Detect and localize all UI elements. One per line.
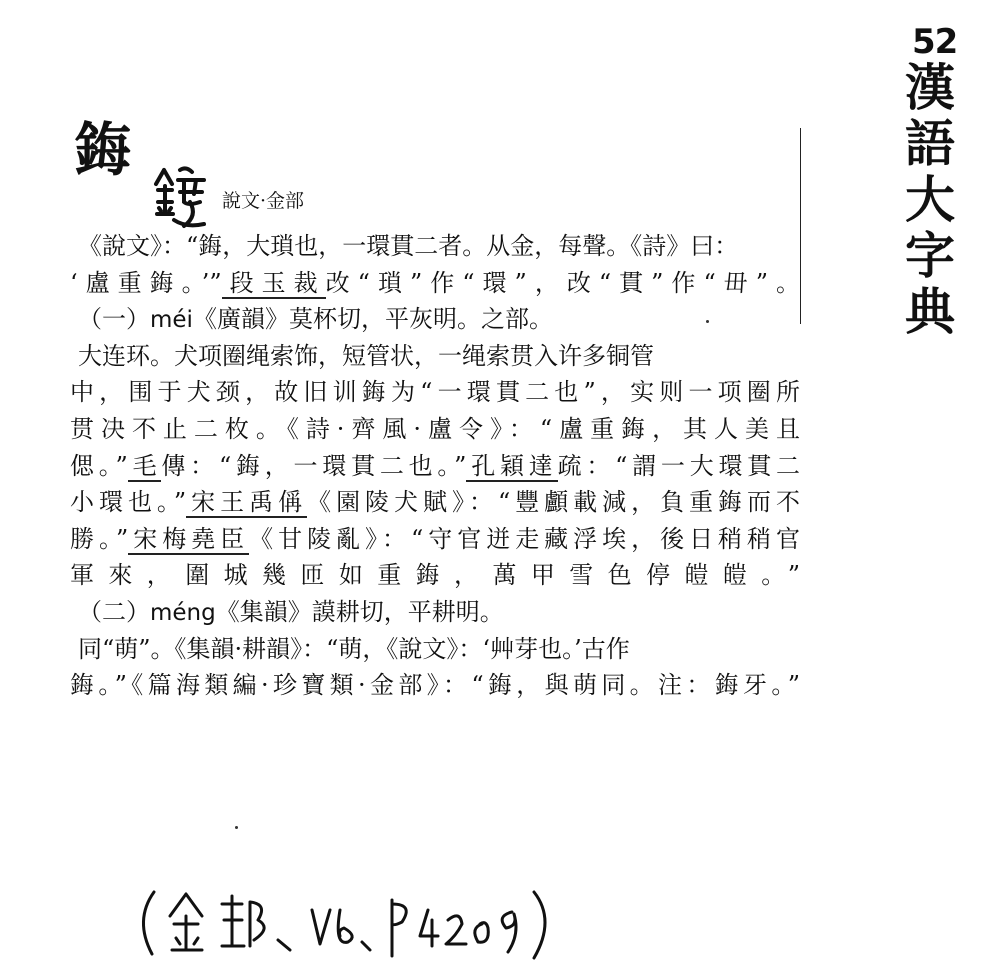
book-title-char: 大 bbox=[905, 171, 955, 229]
text-line bbox=[70, 338, 800, 375]
text-segment: 偲。” bbox=[70, 451, 128, 480]
text-segment: 《甘陵亂》：“守官迸走藏浮埃，後日稍稍官 bbox=[249, 524, 800, 553]
book-title-char: 漢 bbox=[905, 59, 955, 117]
text-line bbox=[70, 265, 800, 302]
text-segment: 小環也。” bbox=[70, 488, 187, 517]
book-title-char: 典 bbox=[905, 283, 955, 341]
text-segment: 同“萌”。《集韻·耕韻》：“萌，《說文》：‘艸芽也。’古作 bbox=[78, 634, 630, 663]
text-segment: 疏：“謂一大環貫二 bbox=[557, 451, 800, 480]
book-title bbox=[900, 60, 960, 340]
text-segment: 贯决不止二枚。《詩·齊風·盧令》：“盧重鋂，其人美且 bbox=[70, 414, 800, 443]
text-segment: 《園陵犬賦》：“豐顱載減，負重鋂而不 bbox=[307, 488, 800, 517]
person-name: 宋梅堯臣 bbox=[128, 524, 250, 553]
text-line bbox=[70, 631, 800, 668]
pinyin-reading: méng bbox=[150, 599, 216, 626]
text-segment: ‘盧重鋂。’” bbox=[70, 268, 222, 297]
text-segment: 鋂。”《篇海類編·珍寶類·金部》：“鋂，與萌同。注：鋂牙。” bbox=[70, 671, 800, 700]
book-title-char: 字 bbox=[905, 227, 955, 285]
text-line bbox=[70, 594, 800, 631]
person-name: 孔穎達 bbox=[466, 451, 558, 480]
margin-rule bbox=[800, 128, 801, 324]
text-line bbox=[70, 667, 800, 704]
text-line bbox=[70, 557, 800, 594]
person-name: 段玉裁 bbox=[221, 268, 326, 297]
text-segment: 勝。” bbox=[70, 524, 129, 553]
text-segment: 大连环。犬项圈绳索饰，短管状，一绳索贯入许多铜管 bbox=[78, 341, 654, 370]
person-name: 宋王禹偁 bbox=[186, 488, 308, 517]
text-segment: 《廣韻》莫杯切，平灰明。之部。 bbox=[192, 305, 553, 334]
text-segment: 軍來，圍城幾匝如重鋂，萬甲雪色停皚皚。” bbox=[70, 561, 800, 590]
person-name: 毛 bbox=[127, 451, 162, 480]
text-segment: 《集韻》謨耕切，平耕明。 bbox=[215, 597, 504, 626]
text-line bbox=[70, 301, 800, 338]
text-segment: （一） bbox=[78, 305, 150, 334]
text-line bbox=[70, 411, 800, 448]
pinyin-reading: méi bbox=[150, 307, 193, 334]
text-segment: 《說文》：“鋂，大瑣也，一環貫二者。从金，每聲。《詩》曰： bbox=[78, 232, 739, 260]
entry-body bbox=[70, 228, 800, 704]
seal-script-glyph bbox=[150, 162, 210, 234]
text-line bbox=[70, 228, 800, 265]
book-title-char: 語 bbox=[905, 115, 955, 173]
text-segment: 改“瑣”作“環”，改“貫”作“毌”。 bbox=[325, 268, 800, 297]
text-line bbox=[70, 484, 800, 521]
page-number: 52 bbox=[912, 22, 958, 62]
text-line bbox=[70, 521, 800, 558]
text-line bbox=[70, 374, 800, 411]
handwritten-note bbox=[130, 880, 570, 970]
source-label: 說文·金部 bbox=[222, 190, 305, 212]
text-segment: 傳：“鋂，一環貫二也。” bbox=[161, 451, 467, 480]
headword: 鋂 bbox=[74, 116, 133, 184]
text-segment: （二） bbox=[78, 597, 150, 626]
text-line bbox=[70, 448, 800, 485]
text-segment: 中，围于犬颈，故旧训鋂为“一環貫二也”，实则一项圈所 bbox=[70, 378, 800, 407]
